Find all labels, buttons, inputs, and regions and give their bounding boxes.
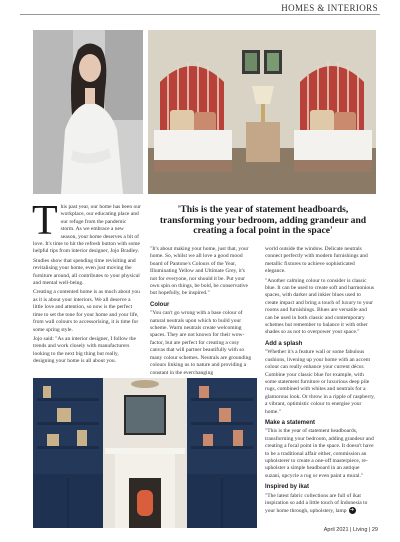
- page-footer: April 2021 | Living | 29: [323, 527, 378, 533]
- paragraph: "You can't go wrong with a base colour of natural neutrals upon which to build your scheme. Warm neutrals create welcoming spaces. They are not known for their wow-factor, but are perfect for creating a cosy canvas that will partner beautifully with so many colour schemes. Neutrals are grounding colours linking us to nature and providing a constant in the everchanging: [150, 310, 252, 376]
- paragraph: "It's about making your home, just that, your home. So, whilst we all love a good mood board of Pantone's Colours of the Year, Illuminating Yellow and Ultimate Grey, it's not for everyone, nor should it be. Put your own spin on things, be bold, be conservative but hopefully, be inspired.": [150, 246, 249, 297]
- article-column-3: [265, 246, 375, 518]
- bedroom-photo: [148, 30, 376, 194]
- pull-quote: 'This is the year of statement headboards, transforming your bedroom, adding grandeur and creating a focal point in the space': [159, 204, 367, 236]
- paragraph: world outside the window. Delicate neutrals connect perfectly with modern furnishings and metallic fixtures to achieve sophisticated elegance.: [265, 246, 368, 275]
- living-room-illustration: [33, 378, 257, 528]
- lead-paragraph: his past year, our home has been our workplace, our educating place and our refuge from the pandemic storm. As we embrace a new season, your home deserves a bit of love. It's time to hit the refresh button with some helpful tips from interior designer, Jojo Bradley.: [33, 204, 141, 255]
- paragraph: Studies show that spending time revisiting and revitalising your home, even just moving the furniture around, all contributes to your physical and mental well-being.: [33, 257, 140, 287]
- paragraph: "Another calming colour to consider is classic blue. It can be used to create soft and harmonious spaces, with darker and inkier blues used to create impact and bring a touch of luxury to your rooms and furnishings. Blues are versatile and can be used in both classic and contemporary schemes but remember to balance it with other shades so as not to overpower your space.": [265, 277, 375, 336]
- bedroom-illustration: [148, 30, 376, 194]
- subheading-make-a-statement: Make a statement: [265, 419, 316, 426]
- header-rule: [20, 14, 380, 15]
- paragraph-text: "The latest fabric collections are full of ikat inspiration so add a little touch of Indonesia to your home through, upholstery, lamp: [265, 492, 368, 515]
- subheading-add-a-splash: Add a splash: [265, 340, 303, 347]
- article-column-1: [32, 198, 141, 368]
- paragraph: "Whether it's a feature wall or some fabulous cushions, livening up your home with an accent colour can really enhance your current décor. Combine your classic blue for example, with some statement furniture or luxurious deep pile rugs, combined with whites and neutrals for a glamorous look. Or throw in a ripple of raspberry, a vibrant, optimistic colour to energise your home.": [265, 349, 375, 415]
- subheading-colour: Colour: [150, 301, 170, 308]
- paragraph: Creating a contented home is as much about you as it is about your interiors. We all deserve a little love and attention, so now is the perfect time to set the tone for your home and your life, from wall colours to accessorising, it is time for some spring style.: [33, 289, 140, 333]
- continue-arrow-icon: ➜: [349, 508, 355, 514]
- subheading-inspired-by-ikat: Inspired by ikat: [265, 484, 310, 491]
- portrait-illustration: [33, 30, 143, 194]
- article-column-2: [150, 246, 252, 379]
- section-header: HOMES & INTERIORS: [281, 3, 378, 13]
- paragraph: [265, 493, 375, 516]
- drop-cap: T: [32, 198, 58, 244]
- living-room-photo: [33, 378, 257, 528]
- paragraph: Jojo said: "As an interior designer, I follow the trends and work closely with manufacturers looking to the next big thing but really, designing your home is all about you.: [33, 335, 136, 365]
- portrait-photo: [33, 30, 143, 194]
- paragraph: "This is the year of statement headboards, transforming your bedroom, adding grandeur and creating a focal point in the space. It doesn't have to be a traditional affair either, commission an upholsterer to create a one-off masterpiece, re-upholster a simple headboard in an antique suzani, upcycle a rug or even paint a mural.": [265, 428, 374, 479]
